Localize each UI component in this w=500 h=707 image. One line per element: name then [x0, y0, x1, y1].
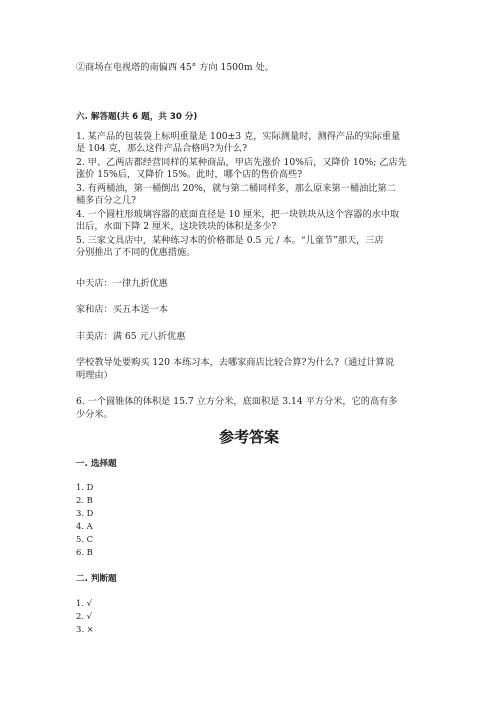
question-line: 6. 一个圆锥体的体积是 15.7 立方分米，底面积是 3.14 平方分米，它的高有多	[76, 396, 398, 407]
answer-item: 1. D	[76, 482, 94, 492]
shop-offer: 中天店：一律九折优惠	[76, 278, 168, 289]
question-line: 2. 甲、乙两店都经营同样的某种商品，甲店先涨价 10%后，又降价 10%; 乙店先	[76, 157, 407, 168]
judgement-section-heading: 二. 判断题	[76, 574, 117, 584]
answer-item: 3. D	[76, 508, 94, 518]
question-line: 5. 三家文具店中，某种练习本的价格都是 0.5 元 / 本。“儿童节”那天，三店	[76, 235, 384, 246]
question-line: 少分米。	[76, 409, 113, 420]
question-line: 分别推出了不同的优惠措施。	[76, 247, 196, 258]
answer-item: 2. √	[76, 611, 92, 621]
question-line: 4. 一个圆柱形玻璃容器的底面直径是 10 厘米，把一块铁块从这个容器的水中取	[76, 209, 400, 220]
question-line: 出后，水面下降 2 厘米，这块铁块的体积是多少?	[76, 221, 277, 232]
question-line: 1. 某产品的包装袋上标明重量是 100±3 克，实际测量时，测得产品的实际重量	[76, 131, 401, 142]
answer-item: 4. A	[76, 521, 93, 531]
answers-title: 参考答案	[218, 428, 279, 446]
answer-item: 1. √	[76, 598, 92, 608]
question-line: 3. 有两桶油，第一桶倒出 20%，就与第二桶同样多，那么原来第一桶油比第二	[76, 183, 396, 194]
question-line: 学校教导处要购买 120 本练习本，去哪家商店比较合算?为什么?（通过计算说	[76, 357, 395, 368]
question-line: 明理由）	[76, 370, 113, 381]
question-line: 涨价 15%后，又降价 15%。此时，哪个店的售价高些?	[76, 169, 303, 180]
shop-offer: 家和店：买五本送一本	[76, 304, 168, 315]
answer-item: 5. C	[76, 534, 94, 544]
question-line: 桶多百分之几?	[76, 195, 137, 206]
answer-item: 2. B	[76, 495, 93, 505]
question-line: 是 104 克，那么这件产品合格吗?为什么?	[76, 143, 248, 154]
answer-item: 3. ×	[76, 624, 94, 634]
shop-offer: 丰美店：满 65 元八折优惠	[76, 331, 186, 342]
answer-item: 6. B	[76, 547, 93, 557]
location-answer-line: ②商场在电视塔的南偏西 45° 方向 1500m 处。	[76, 62, 274, 73]
section6-heading: 六. 解答题(共 6 题，共 30 分)	[76, 112, 198, 122]
choice-section-heading: 一. 选择题	[76, 459, 117, 469]
